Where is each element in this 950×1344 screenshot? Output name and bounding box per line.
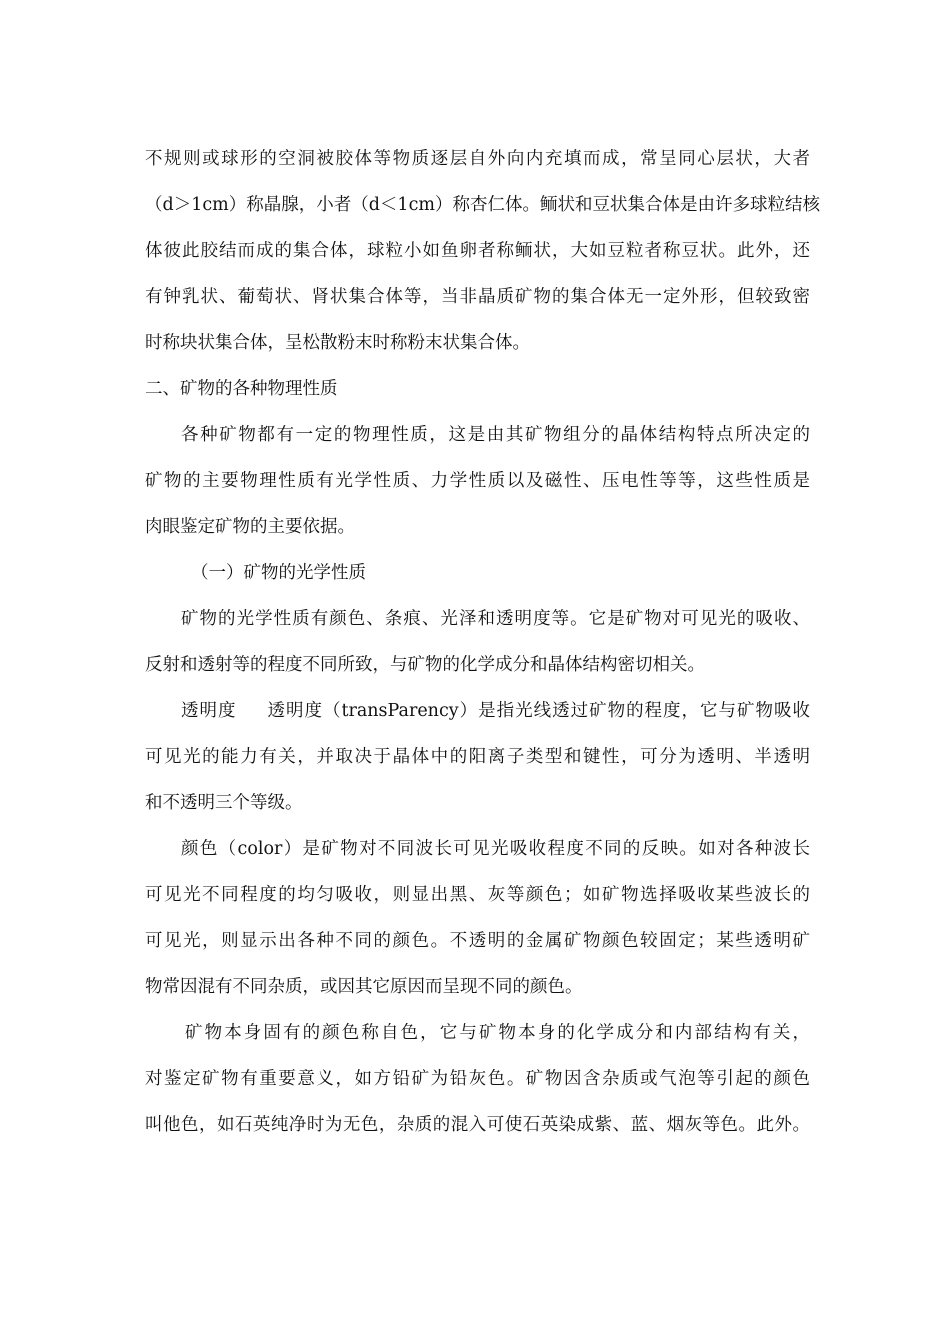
- text-line: （d＞1cm）称晶腺，小者（d＜1cm）称杏仁体。鲕状和豆状集合体是由许多球粒结核: [145, 195, 820, 215]
- paragraph-aggregates: [145, 136, 820, 366]
- text-line: [145, 688, 810, 734]
- text-span: 透明度（transParency）是指光线透过矿物的程度，它与矿物吸收: [266, 701, 811, 721]
- text-line: 体彼此胶结而成的集合体，球粒小如鱼卵者称鲕状，大如豆粒者称豆状。此外，还: [145, 241, 810, 261]
- text-line: 和不透明三个等级。: [145, 793, 303, 813]
- text-line: 物常因混有不同杂质，或因其它原因而呈现不同的颜色。: [145, 977, 583, 997]
- text-line: 时称块状集合体，呈松散粉末时称粉末状集合体。: [145, 333, 530, 353]
- subsection-heading: （一）矿物的光学性质: [191, 563, 366, 583]
- paragraph-color: [145, 826, 810, 1010]
- text-line: 矿物的主要物理性质有光学性质、力学性质以及磁性、压电性等等，这些性质是: [145, 471, 810, 491]
- paragraph-transparency: [145, 688, 810, 826]
- text-line: 矿物本身固有的颜色称自色，它与矿物本身的化学成分和内部结构有关，: [185, 1023, 810, 1043]
- text-line: 叫他色，如石英纯净时为无色，杂质的混入可使石英染成紫、蓝、烟灰等色。此外。: [145, 1115, 810, 1135]
- paragraph-optical-properties: [145, 596, 810, 688]
- text-line: 反射和透射等的程度不同所致，与矿物的化学成分和晶体结构密切相关。: [145, 655, 705, 675]
- section-heading: 二、矿物的各种物理性质: [145, 379, 338, 399]
- text-line: 肉眼鉴定矿物的主要依据。: [145, 517, 355, 537]
- text-line: 颜色（color）是矿物对不同波长可见光吸收程度不同的反映。如对各种波长: [181, 839, 810, 859]
- text-line: 各种矿物都有一定的物理性质，这是由其矿物组分的晶体结构特点所决定的: [181, 425, 810, 445]
- document-page: [145, 136, 820, 1148]
- text-line: 可见光的能力有关，并取决于晶体中的阳离子类型和键性，可分为透明、半透明: [145, 747, 810, 767]
- term-label: 透明度: [181, 701, 237, 721]
- text-line: 矿物的光学性质有颜色、条痕、光泽和透明度等。它是矿物对可见光的吸收、: [181, 609, 810, 629]
- text-line: 不规则或球形的空洞被胶体等物质逐层自外向内充填而成，常呈同心层状，大者: [145, 149, 810, 169]
- text-line: 可见光不同程度的均匀吸收，则显出黑、灰等颜色；如矿物选择吸收某些波长的: [145, 885, 810, 905]
- text-line: 可见光，则显示出各种不同的颜色。不透明的金属矿物颜色较固定；某些透明矿: [145, 931, 810, 951]
- paragraph-physical-properties: [145, 412, 810, 550]
- text-line: 有钟乳状、葡萄状、肾状集合体等，当非晶质矿物的集合体无一定外形，但较致密: [145, 287, 810, 307]
- text-line: 对鉴定矿物有重要意义，如方铅矿为铅灰色。矿物因含杂质或气泡等引起的颜色: [145, 1069, 810, 1089]
- paragraph-idiochromatic: [145, 1010, 810, 1148]
